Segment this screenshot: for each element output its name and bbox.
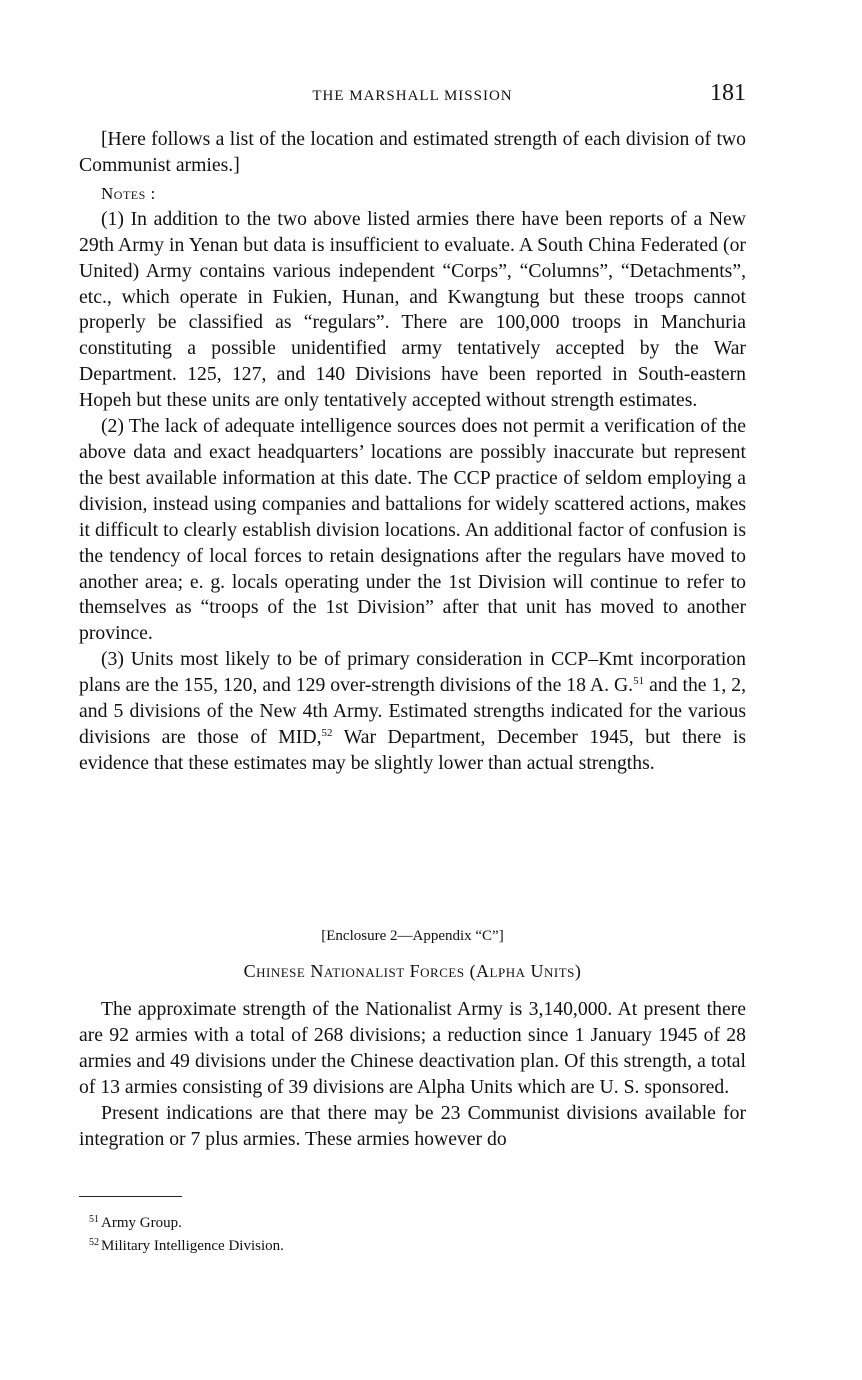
integration-paragraph: Present indications are that there may be 23 Communist divisions available for integration or 7 plus armies. These armies however do: [79, 1101, 746, 1150]
notes-section: [79, 127, 746, 777]
notes-label: Notes :: [101, 183, 156, 203]
running-head: THE MARSHALL MISSION: [312, 88, 513, 104]
footnote-mark: 51: [89, 1214, 99, 1225]
bracket-note: [Here follows a list of the location and estimated strength of each division of two Communist armies.]: [79, 128, 746, 176]
note-2: (2) The lack of adequate intelligence sources does not permit a verification of the above data and exact headquarters’ locations are possibly inaccurate but represent the best available information at this date. The CCP practice of seldom employing a division, instead using companies and battalions for widely scattered actions, makes it difficult to clearly establish division locations. An additional factor of confusion is the tendency of local forces to retain designations after the regulars have moved to another area; e. g. locals operating under the 1st Division will continue to refer to themselves as “troops of the 1st Division” after that unit has moved to another province.: [79, 415, 746, 645]
footnote-ref-51: 51: [633, 675, 645, 688]
note-3-text-c: War Department, December 1945, but there is evidence that these estimates may be slightly lower than actual strengths.: [79, 725, 746, 774]
page-header: [79, 80, 746, 110]
note-1: (1) In addition to the two above listed armies there have been reports of a New 29th Army in Yenan but data is insufficient to evaluate. A South China Federated (or United) Army contains various independent “Corps”, “Columns”, “Detachments”, etc., which operate in Fukien, Hunan, and Kwangtung but these troops cannot properly be classified as “regulars”. There are 100,000 troops in Manchuria constituting a possible unidentified army tentatively accepted by the War Department. 125, 127, and 140 Divisions have been reported in South-eastern Hopeh but these units are only tentatively accepted without strength estimates.: [79, 207, 746, 412]
section-title: Chinese Nationalist Forces (Alpha Units): [243, 961, 582, 981]
note-3-text-b: and the 1, 2, and 5 divisions of the New 4th Army. Estimated strengths indicated for the various divisions are those of MID,: [79, 674, 746, 748]
note-3: [79, 647, 746, 777]
footnote-mark: 52: [89, 1237, 99, 1248]
enclosure-label: [Enclosure 2—Appendix “C”]: [321, 928, 504, 944]
footnote-ref-52: 52: [321, 726, 333, 739]
page-number: 181: [710, 80, 746, 106]
nationalist-forces-section: [79, 997, 746, 1152]
footnote-51: [89, 1210, 284, 1233]
footnote-rule: [79, 1196, 182, 1197]
nationalist-strength-paragraph: The approximate strength of the Nationalist Army is 3,140,000. At present there are 92 armies with a total of 268 divisions; a reduction since 1 January 1945 of 28 armies and 49 divisions under the Chinese deactivation plan. Of this strength, a total of 13 armies consisting of 39 divisions are Alpha Units which are U. S. sponsored.: [79, 998, 746, 1098]
footnote-52: [89, 1233, 284, 1256]
footnote-text: Army Group.: [101, 1215, 182, 1231]
document-page: [79, 0, 746, 1380]
footnote-text: Military Intelligence Division.: [101, 1238, 284, 1254]
footnotes: [89, 1210, 284, 1256]
note-3-text-a: (3) Units most likely to be of primary consideration in CCP–Kmt incorporation plans are the 155, 120, and 129 over-strength divisions of the 18 A. G.: [79, 648, 746, 697]
